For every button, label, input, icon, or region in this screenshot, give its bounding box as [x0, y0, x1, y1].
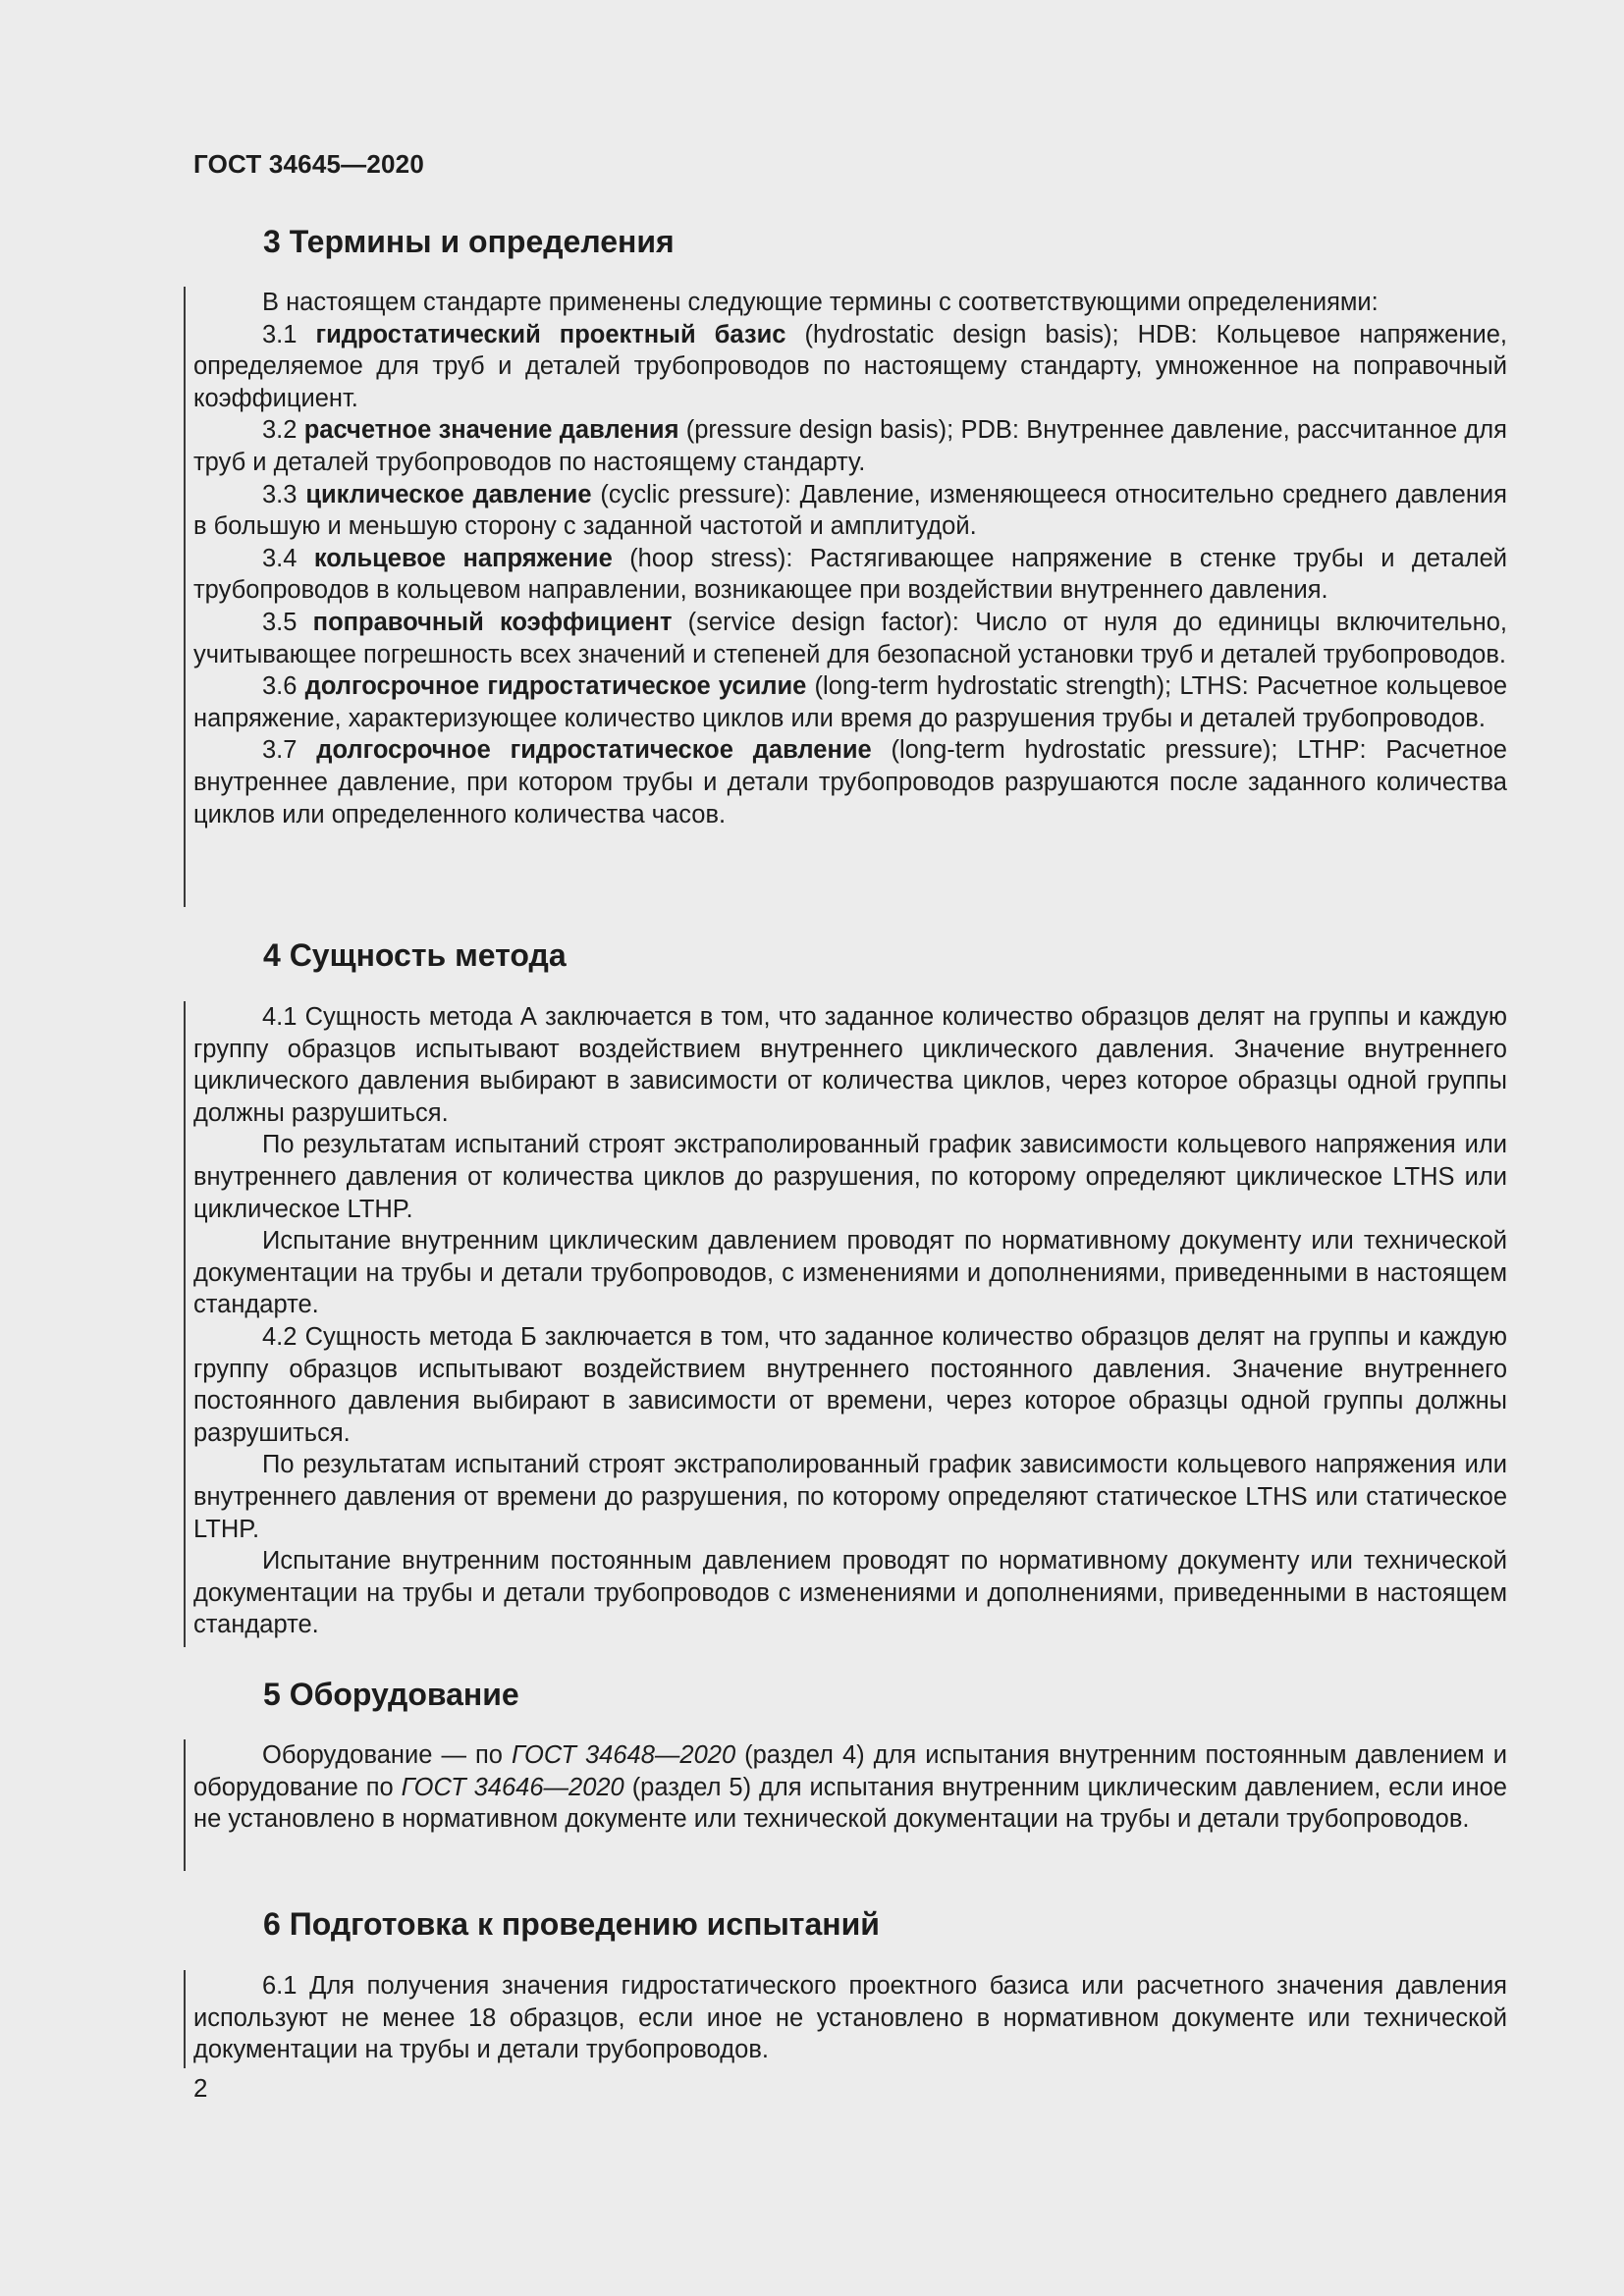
term-3-4 — [193, 543, 1507, 607]
standard-reference: ГОСТ 34646—2020 — [401, 1773, 624, 1801]
change-bar — [184, 1001, 186, 1647]
section-4-paragraph: 4.1 Сущность метода А заключается в том, что заданное количество образцов делят на группы и каждую группу образцов испытывают воздействием внутреннего циклического давления. Значение внутреннего циклического давления выбирают в зависимости от количества циклов, через которое образцы одной группы должны разрушиться. — [193, 1003, 1507, 1127]
term-number: 3.4 — [262, 544, 298, 572]
section-3-intro: В настоящем стандарте применены следующие термины с соответствующими определениями: — [262, 289, 1379, 316]
section-6-heading: 6 Подготовка к проведению испытаний — [263, 1906, 880, 1942]
section-6-body — [193, 1970, 1507, 2066]
section-4-paragraph: По результатам испытаний строят экстраполированный график зависимости кольцевого напряжения или внутреннего давления от времени до разрушения, по которому определяют статическое LTHS или статическое LTHP. — [193, 1451, 1507, 1543]
change-bar — [184, 287, 186, 907]
section-4-paragraph: Испытание внутренним постоянным давлением проводят по нормативному документу или технической документации на трубы и детали трубопроводов с изменениями и дополнениями, приведенными в настоящем стандарте. — [193, 1547, 1507, 1639]
term-number: 3.3 — [262, 480, 298, 508]
term-definition: (service design factor): Число от нуля до единицы включительно, учитывающее погрешность всех значений и степеней для безопасной установки труб и деталей трубопроводов. — [193, 608, 1508, 668]
term-definition: (pressure design basis); PDB: Внутреннее давление, рассчитанное для труб и деталей трубопроводов по настоящему стандарту. — [193, 416, 1507, 476]
term-definition: (cyclic pressure): Давление, изменяющееся относительно среднего давления в большую и меньшую сторону с заданной частотой и амплитудой. — [193, 480, 1507, 541]
term-title: кольцевое напряжение — [313, 544, 613, 572]
section-5-paragraph: Оборудование — по ГОСТ 34648—2020 (раздел 4) для испытания внутренним постоянным давлением и оборудование по ГОСТ 34646—2020 (раздел 5) для испытания внутренним циклическим давлением, если иное не установлено в нормативном документе или технической документации на трубы и детали трубопроводов. — [193, 1741, 1507, 1834]
section-4-paragraph: Испытание внутренним циклическим давлением проводят по нормативному документу или технической документации на трубы и детали трубопроводов, с изменениями и дополнениями, приведенными в настоящем стандарте. — [193, 1227, 1507, 1319]
section-5-heading: 5 Оборудование — [263, 1677, 519, 1712]
term-title: долгосрочное гидростатическое усилие — [304, 672, 807, 701]
section-4-paragraph: 4.2 Сущность метода Б заключается в том, что заданное количество образцов делят на группы и каждую группу образцов испытывают воздействием внутреннего постоянного давления. Значение внутреннего постоянного давления выбирают в зависимости от времени, через которое образцы одной группы должны разрушиться. — [193, 1322, 1507, 1447]
section-6-paragraph: 6.1 Для получения значения гидростатического проектного базиса или расчетного значения давления используют не менее 18 образцов, если иное не установлено в нормативном документе или технической документации на трубы и детали трубопроводов. — [193, 1972, 1507, 2064]
term-title: гидростатический проектный базис — [315, 320, 786, 348]
term-title: циклическое давление — [305, 480, 592, 508]
section-4-heading: 4 Сущность метода — [263, 937, 567, 973]
standard-reference: ГОСТ 34648—2020 — [511, 1741, 736, 1769]
section-4-body — [193, 1001, 1507, 1641]
term-title: долгосрочное гидростатическое давление — [316, 736, 872, 765]
term-definition: (hoop stress): Растягивающее напряжение в стенке трубы и деталей трубопроводов в кольцевом направлении, возникающее при воздействии внутреннего давления. — [193, 544, 1507, 605]
term-3-1 — [193, 319, 1507, 415]
term-3-5 — [193, 607, 1507, 670]
section-3-heading: 3 Термины и определения — [263, 224, 675, 259]
term-number: 3.6 — [262, 672, 298, 701]
term-definition: (long-term hydrostatic pressure); LTHP: Расчетное внутреннее давление, при котором трубы и детали трубопроводов разрушаются после заданного количества циклов или определенного количества часов. — [193, 736, 1507, 828]
term-3-2 — [193, 414, 1507, 478]
document-code-header: ГОСТ 34645—2020 — [193, 149, 424, 179]
page-number: 2 — [193, 2073, 208, 2103]
term-number: 3.5 — [262, 608, 298, 636]
term-title: поправочный коэффициент — [312, 608, 673, 636]
term-number: 3.1 — [262, 320, 298, 348]
term-3-3 — [193, 479, 1507, 543]
term-definition: (long-term hydrostatic strength); LTHS: Расчетное кольцевое напряжение, характеризующее количество циклов или время до разрушения трубы и деталей трубопроводов. — [193, 672, 1507, 732]
change-bar — [184, 1739, 186, 1871]
section-3-body — [193, 287, 1507, 830]
term-number: 3.2 — [262, 416, 298, 445]
term-3-7 — [193, 734, 1507, 830]
term-number: 3.7 — [262, 736, 298, 765]
change-bar — [184, 1970, 186, 2068]
section-4-paragraph: По результатам испытаний строят экстраполированный график зависимости кольцевого напряжения или внутреннего давления от количества циклов до разрушения, по которому определяют циклическое LTHS или циклическое LTHP. — [193, 1131, 1507, 1223]
term-definition: (hydrostatic design basis); HDB: Кольцевое напряжение, определяемое для труб и деталей трубопроводов по настоящему стандарту, умноженное на поправочный коэффициент. — [193, 320, 1507, 412]
term-title: расчетное значение давления — [303, 416, 679, 445]
term-3-6 — [193, 670, 1507, 734]
section-5-body — [193, 1739, 1507, 1836]
